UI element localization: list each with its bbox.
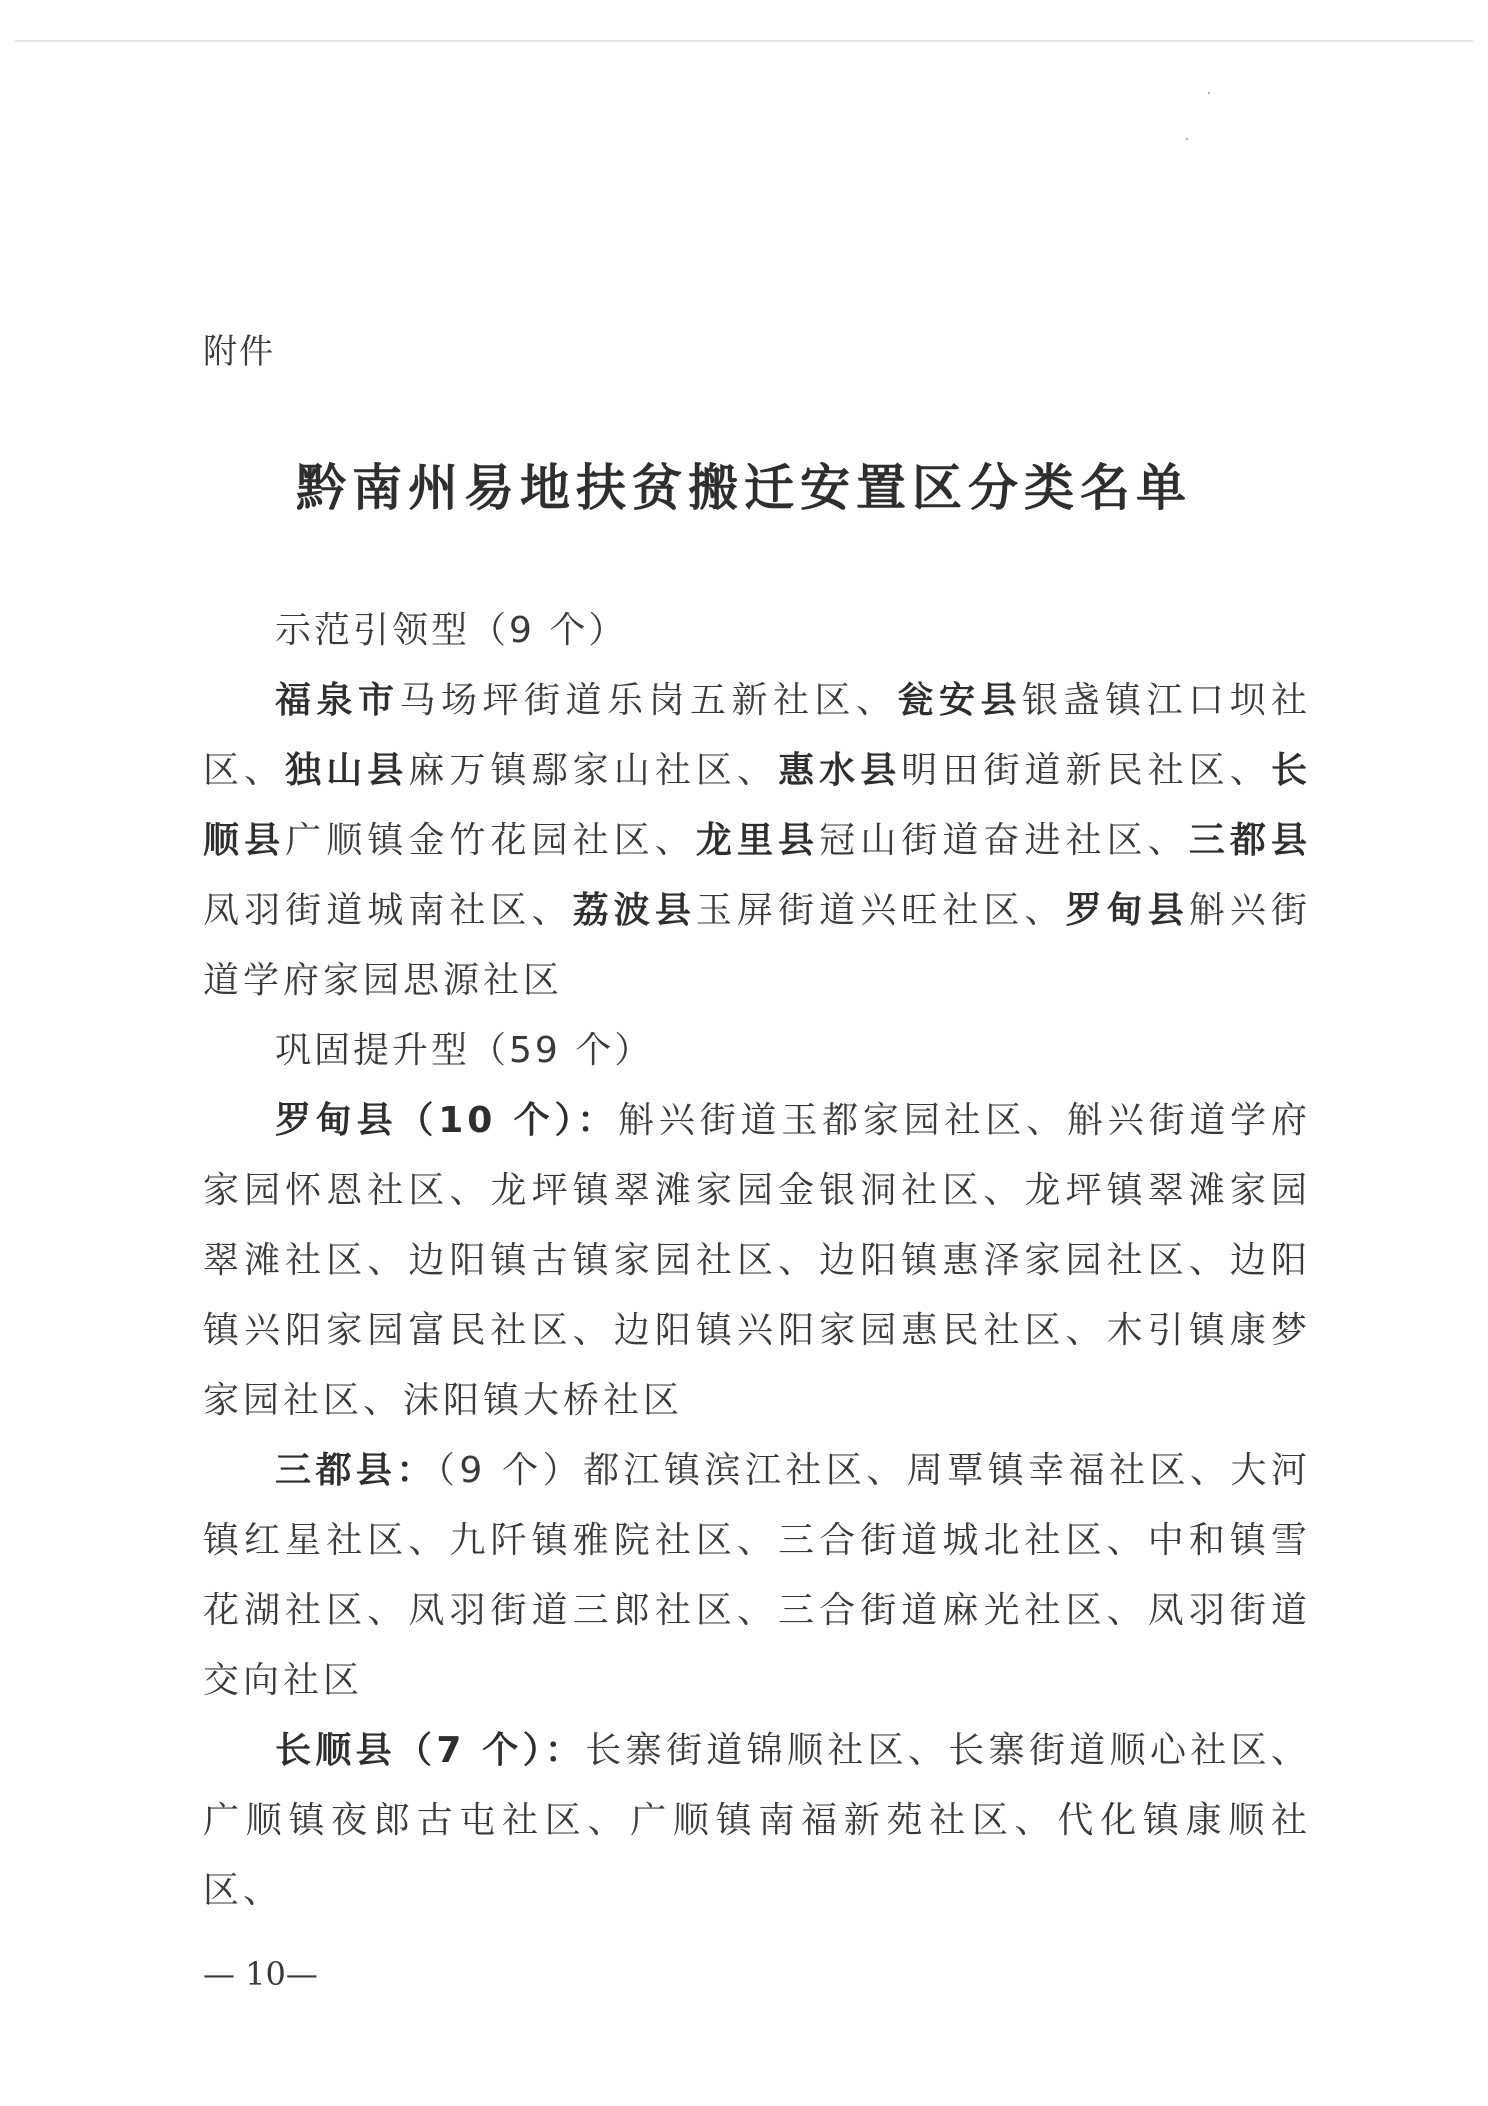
document-title: 黔南州易地扶贫搬迁安置区分类名单 <box>296 458 1192 517</box>
county-name: 惠水县 <box>778 750 902 791</box>
page-number: — 10— <box>203 1955 318 1993</box>
category-heading-demo: 示范引领型（9 个） <box>275 610 628 651</box>
category-heading-consolidate: 巩固提升型（59 个） <box>275 1030 654 1071</box>
site-list: 冠山街道奋进社区、 <box>819 820 1189 861</box>
site-list: 明田街道新民社区、 <box>901 750 1271 791</box>
scan-speck <box>1208 92 1210 94</box>
site-list: 玉屏街道兴旺社区、 <box>695 890 1066 931</box>
site-list: 马场坪街道乐岗五新社区、 <box>399 680 898 721</box>
county-name: 长顺县（7 个）： <box>275 1730 586 1771</box>
site-list: （9 个）都江镇滨江社区、周覃镇幸福社区、大河镇红星社区、九阡镇雅院社区、三合街道城北社区、中和镇雪花湖社区、凤羽街道三郎社区、三合街道麻光社区、凤羽街道交向社区 <box>203 1450 1311 1701</box>
scan-speck <box>1186 138 1188 140</box>
document-body <box>203 596 1311 1926</box>
attachment-label: 附件 <box>203 332 275 372</box>
site-list: 长寨街道锦顺社区、长寨街道顺心社区、广顺镇夜郎古屯社区、广顺镇南福新苑社区、代化镇康顺社区、 <box>203 1730 1311 1911</box>
scan-edge-line <box>15 40 1473 42</box>
county-paragraph-changshun <box>203 1716 1311 1926</box>
county-name: 长顺县 <box>203 750 1311 861</box>
county-name: 罗甸县 <box>1065 890 1189 931</box>
site-list: 斛兴街道玉都家园社区、斛兴街道学府家园怀恩社区、龙坪镇翠滩家园金银洞社区、龙坪镇翠滩家园翠滩社区、边阳镇古镇家园社区、边阳镇惠泽家园社区、边阳镇兴阳家园富民社区、边阳镇兴阳家园惠民社区、木引镇康梦家园社区、沫阳镇大桥社区 <box>203 1100 1311 1421</box>
site-list: 斛兴街道学府家园思源社区 <box>203 890 1311 1001</box>
county-name: 瓮安县 <box>897 680 1022 721</box>
site-list: 银盏镇江口坝社区、 <box>203 680 1311 791</box>
county-paragraph-sandu <box>203 1436 1311 1716</box>
site-list: 凤羽街道城南社区、 <box>203 890 573 931</box>
county-name: 三都县 <box>1188 820 1311 861</box>
county-name: 荔波县 <box>572 890 696 931</box>
county-name: 福泉市 <box>275 680 400 721</box>
demo-list-paragraph <box>203 666 1311 1016</box>
county-name: 三都县： <box>275 1450 437 1491</box>
county-name: 龙里县 <box>695 820 820 861</box>
site-list: 广顺镇金竹花园社区、 <box>285 820 696 861</box>
county-name: 独山县 <box>285 750 409 791</box>
county-name: 罗甸县（10 个）： <box>275 1100 619 1141</box>
site-list: 麻万镇鄢家山社区、 <box>408 750 779 791</box>
county-paragraph-luodian <box>203 1086 1311 1436</box>
